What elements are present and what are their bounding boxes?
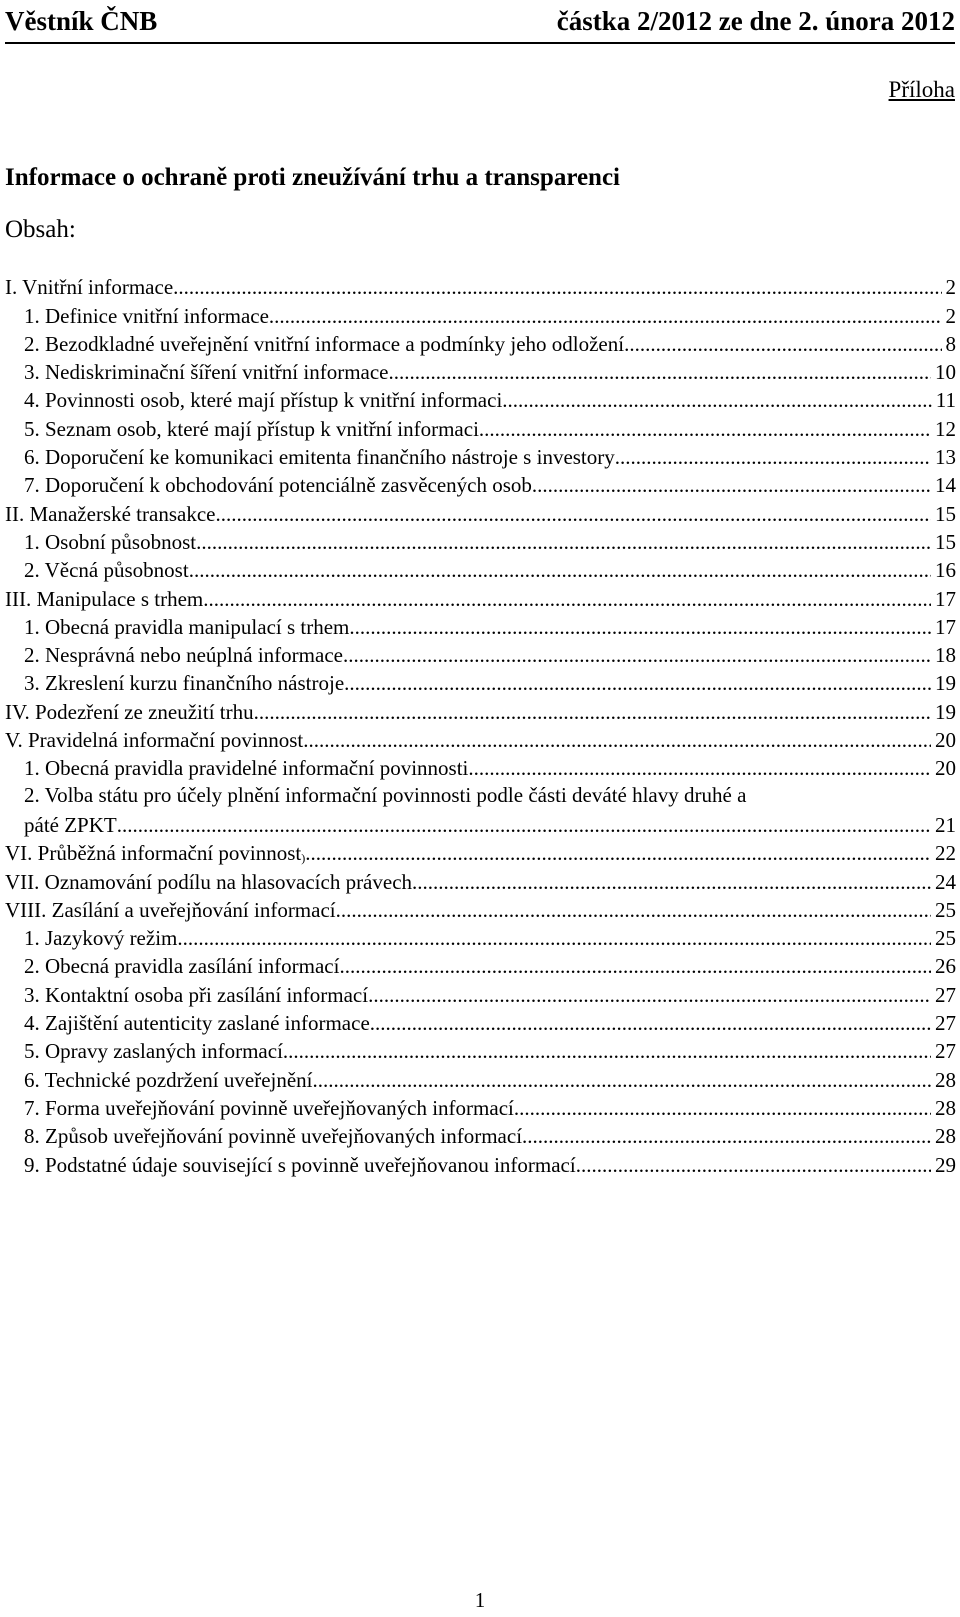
dot-leader: [215, 502, 931, 527]
toc-entry-page: 2: [945, 303, 956, 328]
toc-entry-page: 13: [935, 445, 956, 470]
toc-entry[interactable]: [5, 781, 956, 838]
toc-entry-page: 8: [945, 331, 956, 356]
toc-entry-page: 28: [935, 1067, 956, 1092]
toc-entry[interactable]: [5, 1121, 956, 1149]
page-header: [5, 2, 955, 44]
toc-entry[interactable]: [5, 413, 956, 441]
dot-leader: [313, 1068, 931, 1093]
toc-entry-page: 27: [935, 1039, 956, 1064]
toc-entry-title: 2. Obecná pravidla zasílání informací: [24, 954, 340, 979]
toc-entry[interactable]: [5, 470, 956, 498]
toc-entry-title: 4. Zajištění autenticity zaslané informace: [24, 1011, 370, 1036]
footnote-marker: ): [301, 851, 306, 866]
dot-leader: [349, 615, 931, 640]
toc-entry-page: 19: [935, 671, 956, 696]
toc-entry[interactable]: [5, 951, 956, 979]
toc-entry-page: 28: [935, 1124, 956, 1149]
toc-entry[interactable]: [5, 1036, 956, 1064]
dot-leader: [576, 1153, 931, 1178]
toc-entry[interactable]: [5, 668, 956, 696]
toc-entry-page: 24: [935, 869, 956, 894]
toc-entry-title: 1. Definice vnitřní informace: [24, 303, 269, 328]
dot-leader: [336, 898, 931, 923]
toc-entry-title: 5. Seznam osob, které mají přístup k vnitřní informaci: [24, 416, 479, 441]
toc-entry-title: IV. Podezření ze zneužití trhu: [5, 699, 254, 724]
toc-entry-title: II. Manažerské transakce: [5, 501, 216, 526]
dot-leader: [532, 473, 931, 498]
toc-entry[interactable]: [5, 725, 956, 753]
toc-entry[interactable]: [5, 329, 956, 357]
toc-entry-title: 2. Věcná působnost: [24, 558, 189, 583]
contents-heading: Obsah:: [5, 216, 76, 243]
toc-entry-page: 20: [935, 728, 956, 753]
dot-leader: [203, 587, 931, 612]
toc-entry-page: 17: [935, 614, 956, 639]
dot-leader: [339, 954, 931, 979]
dot-leader: [283, 1039, 931, 1064]
toc-entry-page: 15: [935, 501, 956, 526]
dot-leader: [514, 1096, 931, 1121]
toc-entry[interactable]: [5, 1149, 956, 1177]
toc-entry[interactable]: [5, 357, 956, 385]
toc-entry[interactable]: [5, 923, 956, 951]
toc-entry-line2: [24, 810, 956, 838]
toc-entry-title: I. Vnitřní informace: [5, 275, 174, 300]
toc-entry-title-line1: 2. Volba státu pro účely plnění informační povinnosti podle části deváté hlavy druhé a: [24, 783, 747, 808]
toc-entry[interactable]: [5, 583, 956, 611]
toc-entry-page: 17: [935, 586, 956, 611]
toc-entry-title: 6. Technické pozdržení uveřejnění: [24, 1067, 313, 1092]
page-number: 1: [474, 1588, 486, 1612]
toc-entry-title: 1. Obecná pravidla manipulací s trhem: [24, 614, 350, 639]
toc-entry-page: 25: [935, 897, 956, 922]
dot-leader: [370, 1011, 931, 1036]
toc-entry-page: 26: [935, 954, 956, 979]
toc-entry[interactable]: [5, 498, 956, 526]
toc-entry-title: 3. Nediskriminační šíření vnitřní informace: [24, 360, 389, 385]
toc-entry[interactable]: [5, 385, 956, 413]
table-of-contents: [5, 272, 956, 1178]
toc-entry-page: 14: [935, 473, 956, 498]
toc-entry-page: 18: [935, 643, 956, 668]
toc-entry-title: 5. Opravy zaslaných informací: [24, 1039, 283, 1064]
toc-entry-page: 11: [935, 388, 956, 413]
toc-entry[interactable]: [5, 555, 956, 583]
toc-entry-title: VII. Oznamování podílu na hlasovacích právech: [5, 869, 413, 894]
toc-entry-page: 27: [935, 982, 956, 1007]
toc-entry-page: 15: [935, 529, 956, 554]
toc-entry-title: 6. Doporučení ke komunikaci emitenta finančního nástroje s investory: [24, 445, 615, 470]
dot-leader: [269, 304, 942, 329]
dot-leader: [343, 643, 931, 668]
toc-entry[interactable]: [5, 866, 956, 894]
toc-entry[interactable]: [5, 1064, 956, 1092]
annex-label: Příloha: [888, 77, 955, 102]
toc-entry-title: III. Manipulace s trhem: [5, 586, 204, 611]
dot-leader: [173, 275, 941, 300]
toc-entry[interactable]: [5, 272, 956, 300]
toc-entry-page: 28: [935, 1095, 956, 1120]
dot-leader: [117, 813, 931, 838]
dot-leader: [305, 841, 931, 866]
toc-entry-page: 21: [935, 812, 956, 837]
toc-entry-title: 1. Jazykový režim: [24, 926, 178, 951]
toc-entry-title: VI. Průběžná informační povinnost: [5, 841, 302, 866]
toc-entry-page: 20: [935, 756, 956, 781]
toc-entry-page: 10: [935, 360, 956, 385]
toc-entry[interactable]: [5, 979, 956, 1007]
journal-title: Věstník ČNB: [5, 6, 158, 36]
dot-leader: [412, 870, 931, 895]
toc-entry[interactable]: [5, 895, 956, 923]
toc-entry[interactable]: [5, 442, 956, 470]
toc-entry[interactable]: [5, 612, 956, 640]
toc-entry-title: 1. Osobní působnost: [24, 529, 197, 554]
dot-leader: [344, 671, 931, 696]
dot-leader: [479, 417, 931, 442]
toc-entry[interactable]: [5, 753, 956, 781]
toc-entry-title: 7. Doporučení k obchodování potenciálně zasvěcených osob: [24, 473, 532, 498]
dot-leader: [468, 756, 931, 781]
issue-info: částka 2/2012 ze dne 2. února 2012: [556, 6, 955, 36]
dot-leader: [624, 332, 941, 357]
toc-entry-title: 2. Nesprávná nebo neúplná informace: [24, 643, 343, 668]
toc-entry[interactable]: [5, 527, 956, 555]
toc-entry-title: 9. Podstatné údaje související s povinně uveřejňovanou informací: [24, 1152, 576, 1177]
toc-entry-page: 19: [935, 699, 956, 724]
dot-leader: [368, 983, 931, 1008]
toc-entry-page: 29: [935, 1152, 956, 1177]
toc-entry-title: 7. Forma uveřejňování povinně uveřejňovaných informací: [24, 1095, 514, 1120]
toc-entry[interactable]: [5, 838, 956, 866]
dot-leader: [196, 530, 931, 555]
toc-entry-page: 12: [935, 416, 956, 441]
toc-entry-title: 3. Zkreslení kurzu finančního nástroje: [24, 671, 345, 696]
toc-entry-title: 3. Kontaktní osoba při zasílání informací: [24, 982, 369, 1007]
toc-entry-page: 27: [935, 1011, 956, 1036]
toc-entry-title: páté ZPKT: [24, 812, 117, 837]
dot-leader: [177, 926, 931, 951]
dot-leader: [389, 360, 932, 385]
toc-entry[interactable]: [5, 1008, 956, 1036]
dot-leader: [522, 1124, 931, 1149]
toc-entry-title: 8. Způsob uveřejňování povinně uveřejňovaných informací: [24, 1124, 523, 1149]
toc-entry[interactable]: [5, 1093, 956, 1121]
toc-entry-page: 16: [935, 558, 956, 583]
dot-leader: [502, 388, 931, 413]
document-title: Informace o ochraně proti zneužívání trhu a transparenci: [5, 164, 621, 191]
toc-entry-page: 25: [935, 926, 956, 951]
dot-leader: [254, 700, 931, 725]
toc-entry-title: VIII. Zasílání a uveřejňování informací: [5, 897, 336, 922]
toc-entry-page: 22: [935, 841, 956, 866]
toc-entry[interactable]: [5, 640, 956, 668]
toc-entry-title: 1. Obecná pravidla pravidelné informační povinnosti: [24, 756, 469, 781]
toc-entry-page: 2: [945, 275, 956, 300]
toc-entry-title: 2. Bezodkladné uveřejnění vnitřní informace a podmínky jeho odložení: [24, 331, 625, 356]
toc-entry-title: V. Pravidelná informační povinnost: [5, 728, 304, 753]
toc-entry[interactable]: [5, 300, 956, 328]
dot-leader: [303, 728, 931, 753]
toc-entry-title: 4. Povinnosti osob, které mají přístup k vnitřní informaci: [24, 388, 503, 413]
dot-leader: [615, 445, 931, 470]
toc-entry[interactable]: [5, 696, 956, 724]
dot-leader: [189, 558, 931, 583]
